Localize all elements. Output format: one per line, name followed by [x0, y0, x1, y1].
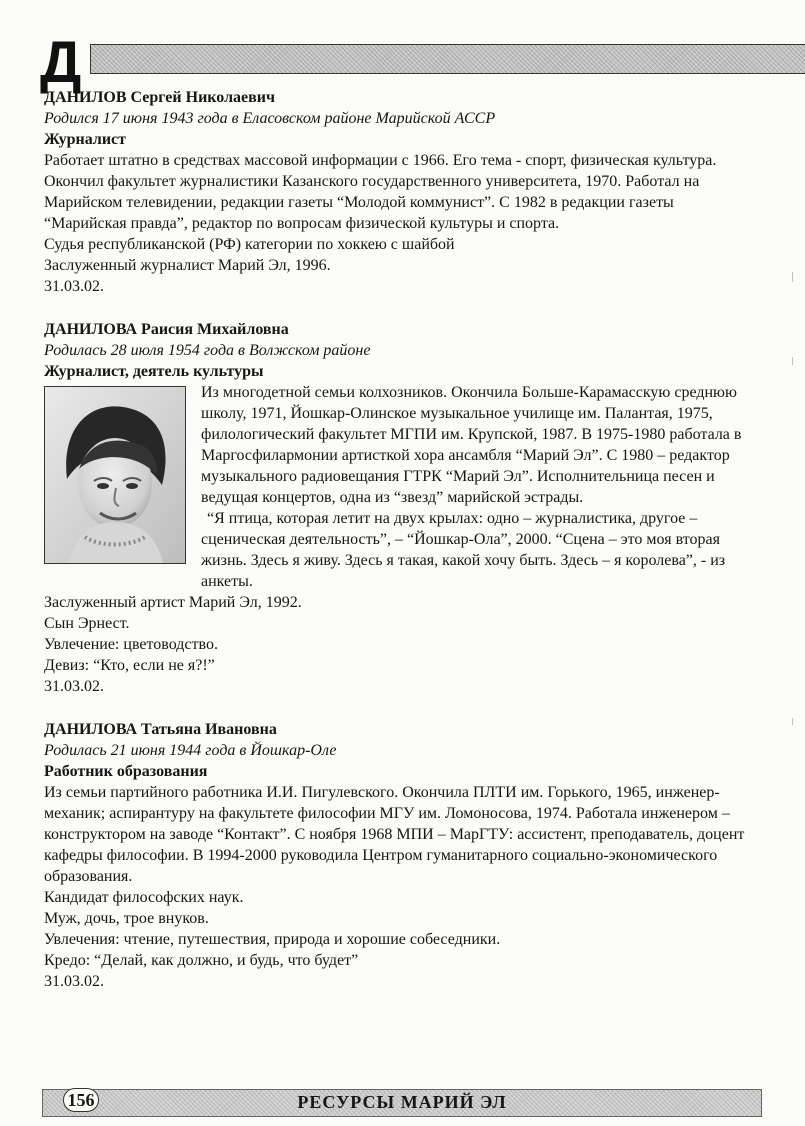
biography-entry-danilova-raisiya [44, 319, 760, 697]
person-name: ДАНИЛОВ Сергей Николаевич [44, 89, 276, 106]
birth-info: Родилась 21 июня 1944 года в Йошкар-Оле [44, 742, 337, 759]
entry-date: 31.03.02. [44, 973, 104, 990]
biography-text: Работает штатно в средствах массовой информации с 1966. Его тема - спорт, физическая культура. Окончил факультет журналистики Казанского государственного университета, 1970. Работал на Марийском телевидении, редакции газеты “Молодой коммунист”. С 1982 в редакции газеты “Марийская правда”, редактор по вопросам физической культуры и спорта. [44, 152, 717, 232]
birth-info: Родилась 28 июля 1954 года в Волжском районе [44, 342, 371, 359]
biography-list [44, 87, 760, 992]
biography-entry-danilova-tatyana [44, 719, 760, 992]
biography-text: Из многодетной семьи колхозников. Окончила Больше-Карамасскую среднюю школу, 1971, Йошкар-Олинское музыкальное училище им. Палантая, 1975, филологический факультет МГПИ им. Крупской, 1987. В 1975-1980 работала в Маргосфилармонии артисткой хора ансамбля “Марий Эл”. С 1980 – редактор музыкального радиовещания ГТРК “Марий Эл”. Исполнительница песен и ведущая концертов, одна из “звезд” марийской эстрады. [201, 384, 742, 506]
award-line: Заслуженный журналист Марий Эл, 1996. [44, 257, 331, 274]
page-number: 156 [63, 1088, 99, 1112]
section-letter: Д [40, 30, 82, 95]
hobby-line: Увлечения: чтение, путешествия, природа и хорошие собеседники. [44, 931, 501, 948]
entry-date: 31.03.02. [44, 678, 104, 695]
page-footer [42, 1089, 762, 1117]
person-name: ДАНИЛОВА Татьяна Ивановна [44, 721, 277, 738]
occupation: Работник образования [44, 763, 208, 780]
birth-info: Родился 17 июня 1943 года в Еласовском районе Марийской АССР [44, 110, 496, 127]
occupation: Журналист [44, 131, 127, 148]
photo-and-text-row [44, 382, 760, 592]
family-line: Сын Эрнест. [44, 615, 130, 632]
right-margin-mark [792, 718, 793, 725]
biography-text: Из семьи партийного работника И.И. Пигулевского. Окончила ПЛТИ им. Горького, 1965, инженер-механик; аспирантуру на факультете философии МГУ им. Ломоносова, 1974. Работала инженером – конструктором на заводе “Контакт”. С ноября 1968 МПИ – МарГТУ: ассистент, преподаватель, доцент кафедры философии. В 1994-2000 руководила Центром гуманитарного социально-экономического образования. [44, 784, 745, 885]
motto-line: Кредо: “Делай, как должно, и будь, что будет” [44, 952, 359, 969]
journal-title: РЕСУРСЫ МАРИЙ ЭЛ [297, 1092, 507, 1112]
family-line: Муж, дочь, трое внуков. [44, 910, 209, 927]
degree-line: Кандидат философских наук. [44, 889, 244, 906]
award-line: Судья республиканской (РФ) категории по хоккею с шайбой [44, 236, 455, 253]
quotation-text: “Я птица, которая летит на двух крылах: одно – журналистика, другое – сценическая деятельность”, – “Йошкар-Ола”, 2000. “Сцена – это моя вторая жизнь. Здесь я живу. Здесь я такая, какой хочу быть. Здесь – я королева”, - из анкеты. [201, 510, 726, 590]
photo-side-text [201, 382, 760, 592]
biography-entry-danilov-sergey [44, 87, 760, 297]
right-margin-mark [792, 357, 793, 365]
portrait-photo [44, 386, 186, 564]
section-header-pattern [90, 44, 805, 74]
motto-line: Девиз: “Кто, если не я?!” [44, 657, 215, 674]
hobby-line: Увлечение: цветоводство. [44, 636, 218, 653]
entry-date: 31.03.02. [44, 278, 104, 295]
occupation: Журналист, деятель культуры [44, 363, 264, 380]
right-margin-mark [792, 272, 793, 282]
award-line: Заслуженный артист Марий Эл, 1992. [44, 594, 302, 611]
person-name: ДАНИЛОВА Раисия Михайловна [44, 321, 289, 338]
section-letter-header [40, 30, 780, 95]
